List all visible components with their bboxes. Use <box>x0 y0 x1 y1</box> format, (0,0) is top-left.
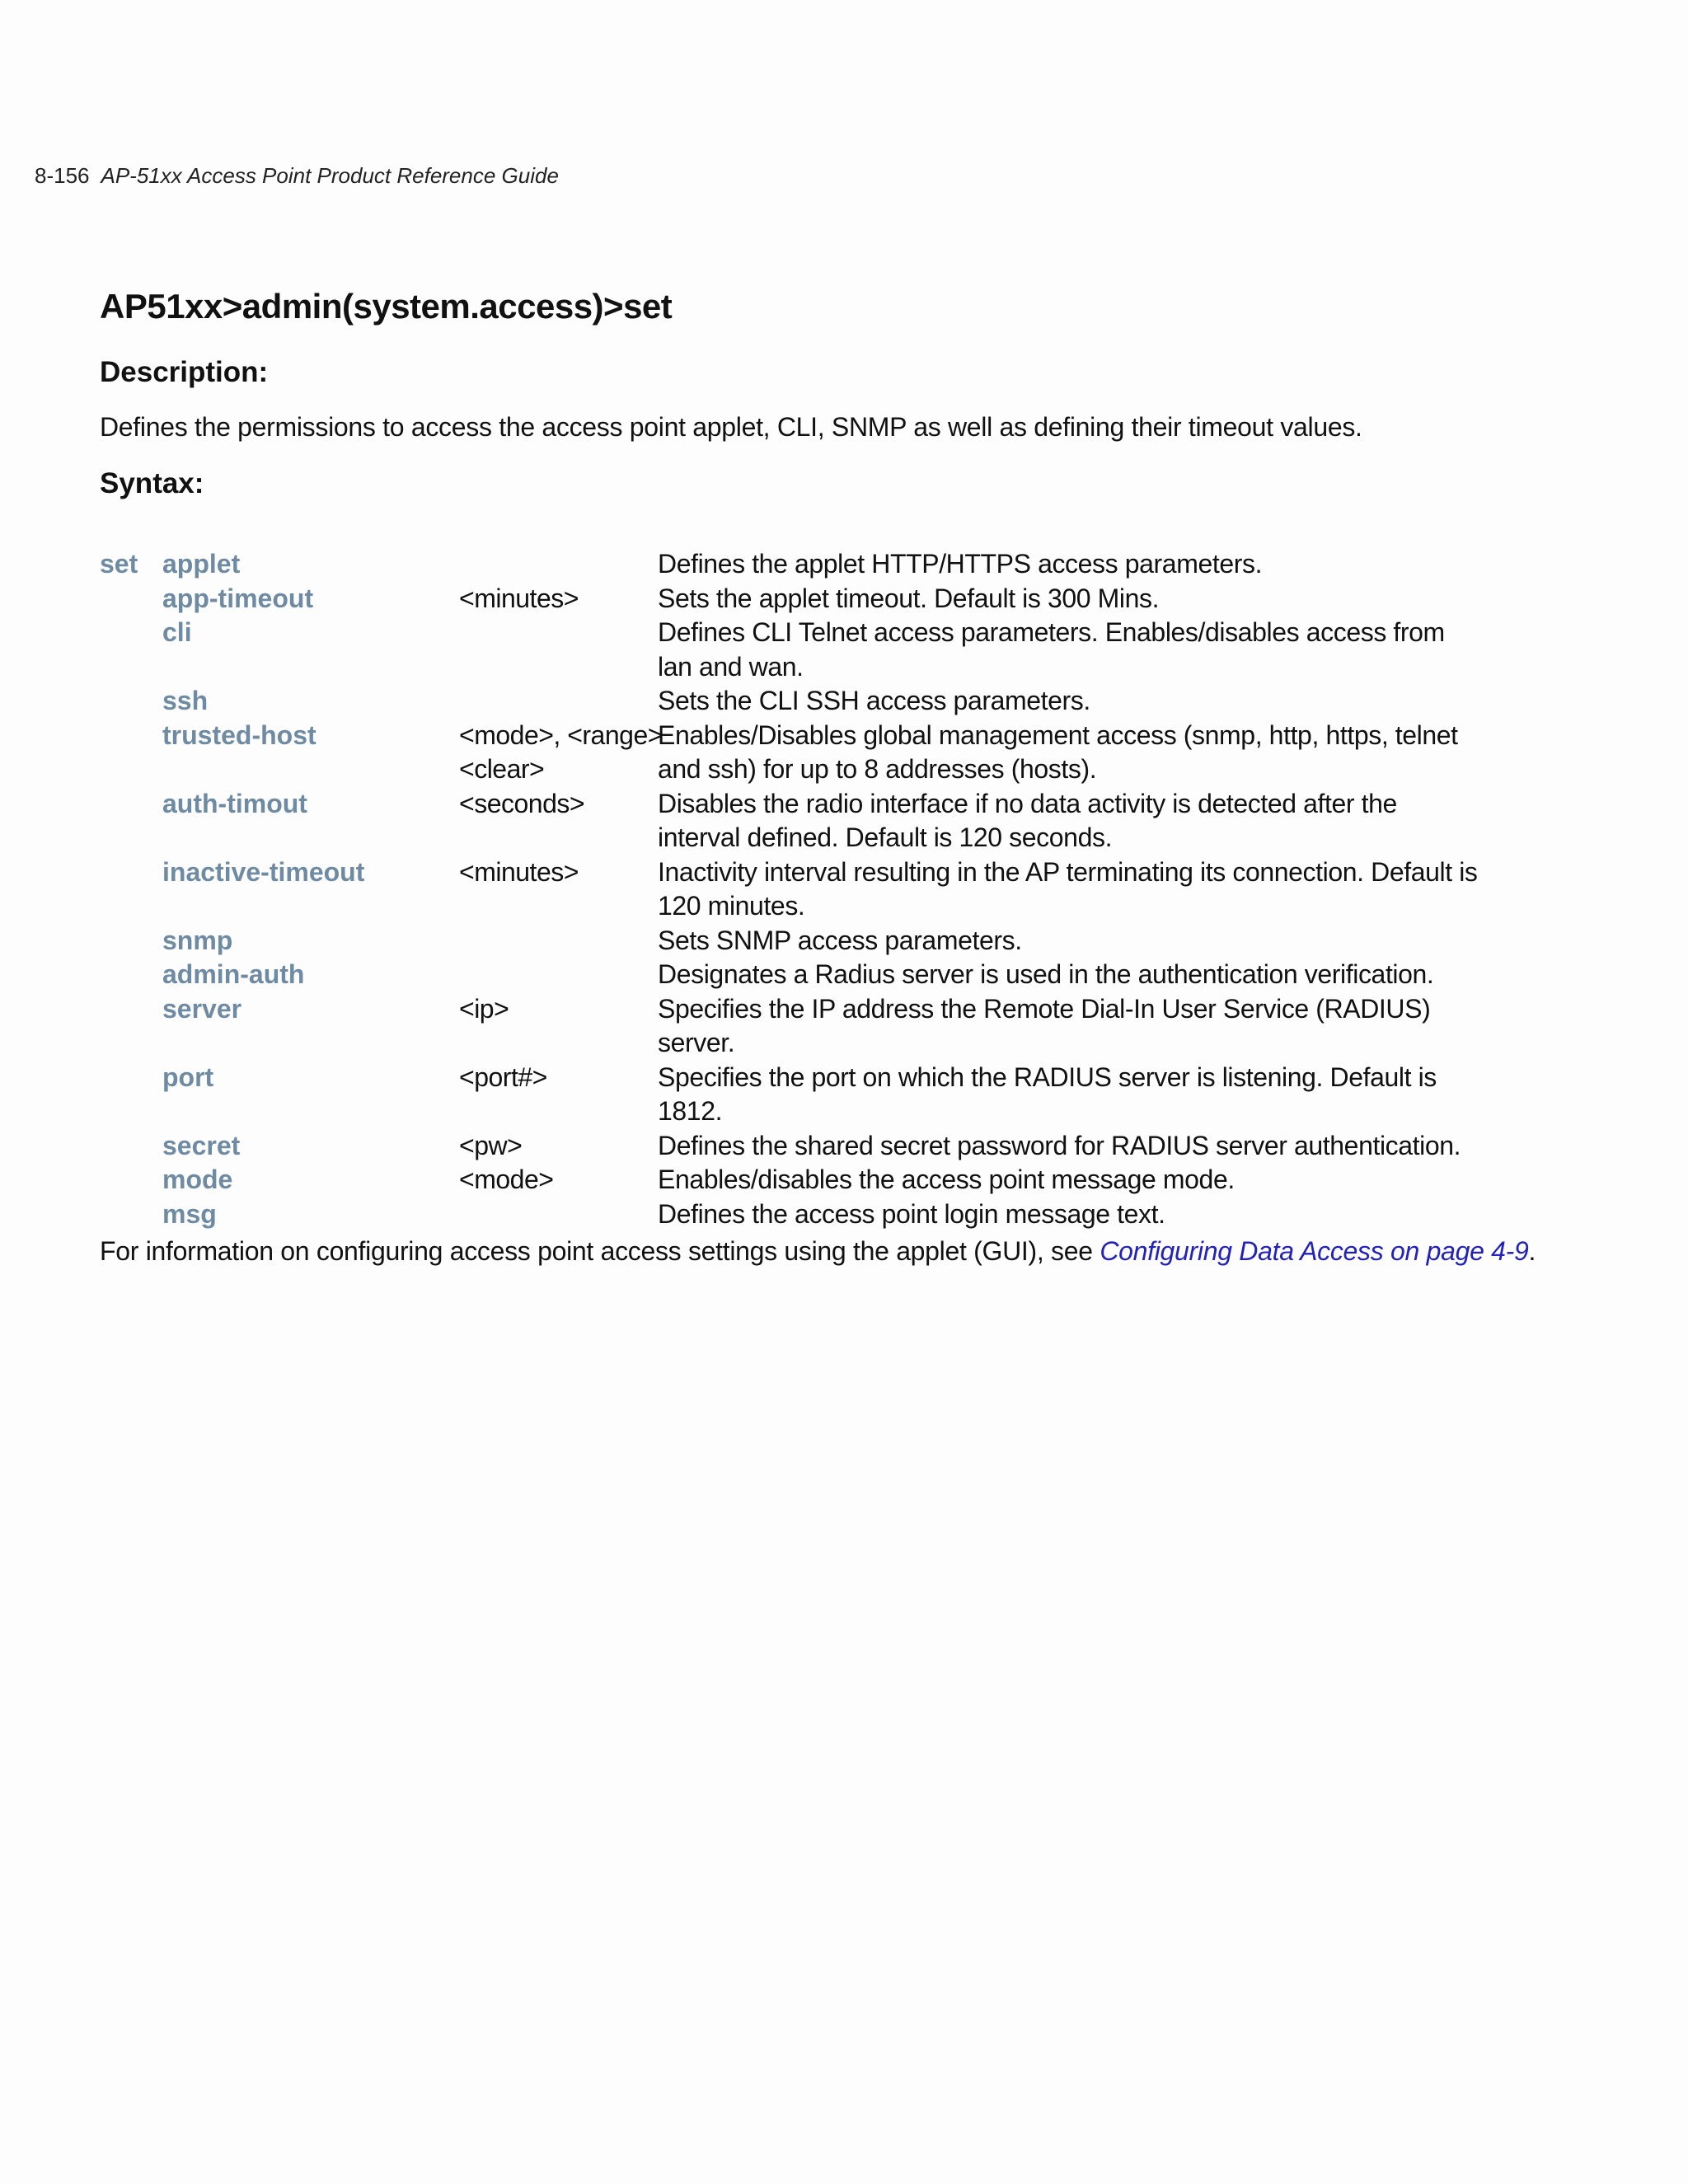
syntax-param: applet <box>162 549 241 579</box>
keyword-spacer <box>100 1061 162 1129</box>
description-heading: Description: <box>100 356 269 388</box>
syntax-row <box>100 1163 1501 1197</box>
syntax-row <box>100 582 1501 616</box>
syntax-param: auth-timout <box>162 788 307 818</box>
keyword-spacer <box>100 924 162 958</box>
syntax-row <box>100 855 1501 924</box>
page-header <box>35 163 559 189</box>
syntax-param: msg <box>162 1198 217 1229</box>
keyword-spacer <box>100 616 162 684</box>
syntax-arg: <mode> <box>459 1165 554 1194</box>
syntax-row <box>100 787 1501 855</box>
syntax-row <box>100 992 1501 1061</box>
syntax-description: Defines the applet HTTP/HTTPS access parameters. <box>658 549 1263 579</box>
syntax-arg <box>459 924 658 958</box>
keyword-spacer <box>100 719 162 787</box>
syntax-table <box>100 547 1501 1231</box>
guide-title: AP-51xx Access Point Product Reference Guide <box>101 163 559 188</box>
syntax-arg <box>459 547 658 582</box>
syntax-description: Specifies the port on which the RADIUS server is listening. Default is 1812. <box>658 1062 1437 1126</box>
syntax-description: Specifies the IP address the Remote Dial-In User Service (RADIUS) server. <box>658 993 1431 1057</box>
syntax-row <box>100 924 1501 958</box>
syntax-description: Disables the radio interface if no data activity is detected after the interval defined. Default is 120 seconds. <box>658 788 1397 852</box>
syntax-param: app-timeout <box>162 583 314 613</box>
syntax-arg: <minutes> <box>459 583 579 613</box>
syntax-arg: <pw> <box>459 1130 523 1160</box>
syntax-description: Sets the applet timeout. Default is 300 Mins. <box>658 583 1160 613</box>
keyword-spacer <box>100 684 162 719</box>
command-title: AP51xx>admin(system.access)>set <box>100 287 673 326</box>
syntax-arg <box>459 1197 658 1232</box>
syntax-description: Sets SNMP access parameters. <box>658 925 1022 955</box>
footer-text <box>100 1236 1536 1267</box>
syntax-arg: <mode>, <range> <clear> <box>459 719 663 784</box>
configuring-data-access-link[interactable]: Configuring Data Access on page 4-9 <box>1100 1236 1529 1266</box>
keyword-spacer <box>100 992 162 1061</box>
syntax-param: cli <box>162 617 192 647</box>
keyword-spacer <box>100 1197 162 1232</box>
syntax-description: Inactivity interval resulting in the AP terminating its connection. Default is 120 minutes. <box>658 856 1478 921</box>
syntax-description: Enables/disables the access point message mode. <box>658 1165 1235 1194</box>
syntax-row <box>100 684 1501 719</box>
syntax-param: trusted-host <box>162 719 316 750</box>
syntax-description: Designates a Radius server is used in the authentication verification. <box>658 959 1434 989</box>
syntax-description: Sets the CLI SSH access parameters. <box>658 686 1090 715</box>
keyword-spacer <box>100 787 162 855</box>
syntax-row <box>100 1061 1501 1129</box>
syntax-heading: Syntax: <box>100 467 204 499</box>
syntax-param: inactive-timeout <box>162 856 365 887</box>
syntax-description: Defines CLI Telnet access parameters. Enables/disables access from lan and wan. <box>658 617 1445 682</box>
syntax-arg <box>459 958 658 992</box>
syntax-row <box>100 1197 1501 1232</box>
syntax-description: Defines the shared secret password for RADIUS server authentication. <box>658 1130 1461 1160</box>
syntax-arg: <port#> <box>459 1062 547 1092</box>
syntax-description: Enables/Disables global management access (snmp, http, https, telnet and ssh) for up to 8 addresses (hosts). <box>658 719 1458 784</box>
keyword-spacer <box>100 855 162 924</box>
syntax-row <box>100 719 1501 787</box>
footer-period: . <box>1528 1236 1536 1266</box>
syntax-arg: <minutes> <box>459 856 579 887</box>
syntax-param: mode <box>162 1165 233 1194</box>
syntax-arg <box>459 616 658 684</box>
syntax-param: port <box>162 1062 214 1092</box>
set-keyword: set <box>100 549 138 579</box>
keyword-spacer <box>100 1129 162 1164</box>
syntax-param: server <box>162 993 242 1024</box>
footer-sentence: For information on configuring access point access settings using the applet (GUI), see <box>100 1236 1093 1266</box>
syntax-param: admin-auth <box>162 959 305 989</box>
syntax-param: ssh <box>162 686 209 715</box>
keyword-spacer <box>100 582 162 616</box>
keyword-spacer <box>100 958 162 992</box>
syntax-row <box>100 1129 1501 1164</box>
syntax-arg: <ip> <box>459 993 509 1024</box>
page-number: 8-156 <box>35 163 90 188</box>
syntax-param: snmp <box>162 925 233 955</box>
syntax-row <box>100 547 1501 582</box>
syntax-description: Defines the access point login message text. <box>658 1198 1165 1229</box>
syntax-arg: <seconds> <box>459 788 585 818</box>
syntax-arg <box>459 684 658 719</box>
syntax-row <box>100 958 1501 992</box>
keyword-spacer <box>100 1163 162 1197</box>
syntax-param: secret <box>162 1130 241 1160</box>
syntax-row <box>100 616 1501 684</box>
description-text: Defines the permissions to access the access point applet, CLI, SNMP as well as defining their timeout values. <box>100 412 1362 442</box>
